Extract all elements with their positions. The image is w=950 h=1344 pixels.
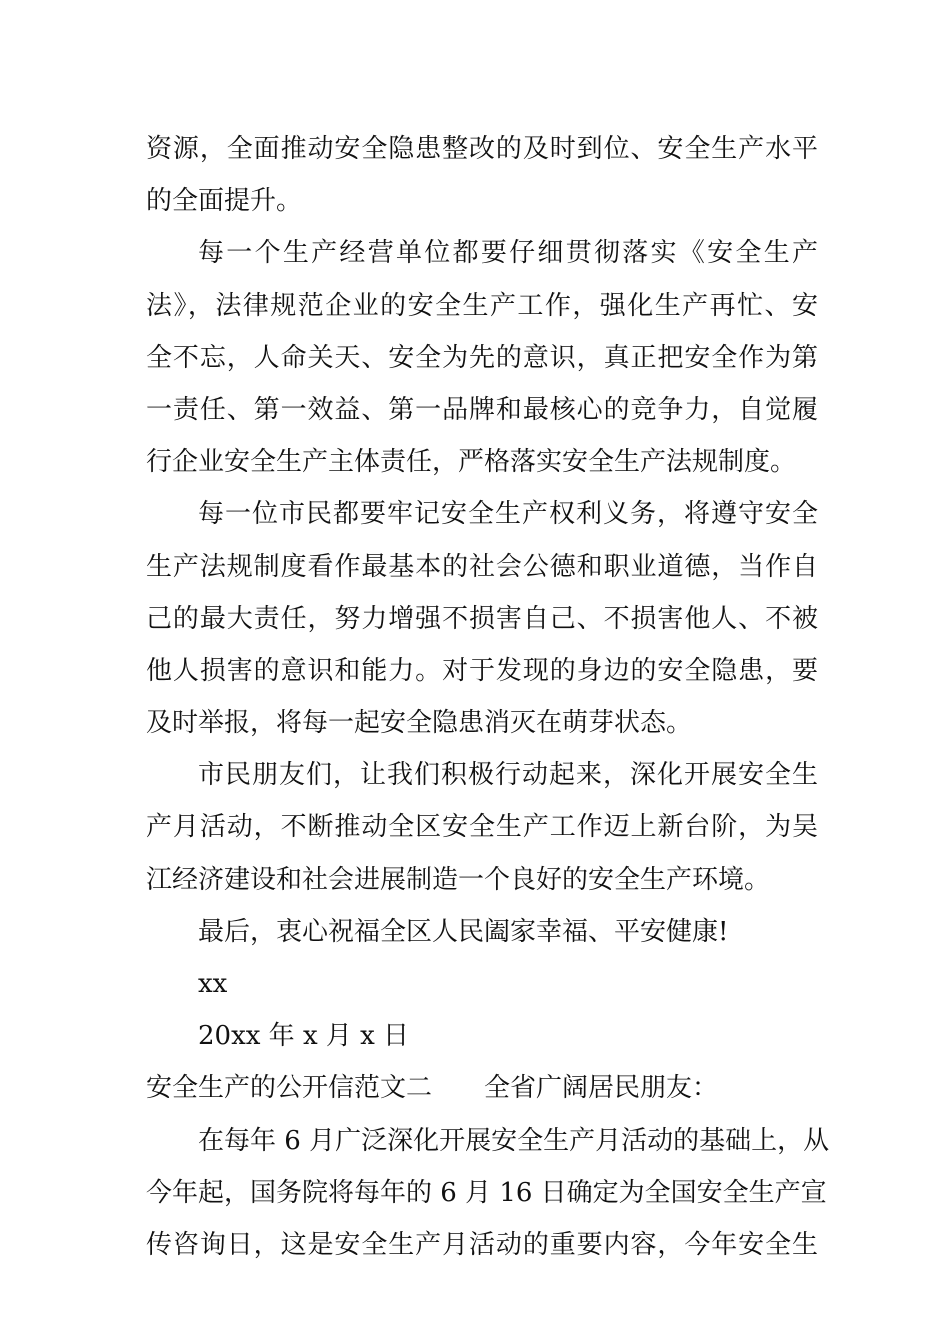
closing-wish: 最后，衷心祝福全区人民阖家幸福、平安健康! [198, 916, 729, 947]
text-line: 传咨询日，这是安全生产月活动的重要内容，今年安全生 [146, 1229, 818, 1260]
text-line: 法》，法律规范企业的安全生产工作，强化生产再忙、安 [146, 290, 818, 321]
text-line: 全不忘，人命关天、安全为先的意识，真正把安全作为第 [146, 342, 818, 373]
text-line: 每一位市民都要牢记安全生产权利义务，将遵守安全 [198, 499, 818, 530]
paragraph-3 [146, 488, 818, 749]
paragraph-5 [146, 1115, 830, 1272]
paragraph-1 [146, 123, 818, 227]
paragraph-4 [146, 749, 818, 906]
text-line: 行企业安全生产主体责任，严格落实安全生产法规制度。 [146, 447, 797, 478]
section-title: 安全生产的公开信范文二 [146, 1073, 433, 1104]
text-line: 的全面提升。 [146, 186, 303, 217]
text-line: 江经济建设和社会进展制造一个良好的安全生产环境。 [146, 864, 771, 895]
signature: xx [198, 969, 228, 999]
text-line: 每一个生产经营单位都要仔细贯彻落实《安全生产 [198, 238, 818, 269]
text-line: 今年起，国务院将每年的 6 月 16 日确定为全国安全生产宣 [146, 1177, 827, 1208]
document-body [146, 123, 830, 1271]
text-line: 及时举报，将每一起安全隐患消灭在萌芽状态。 [146, 708, 693, 739]
salutation: 全省广阔居民朋友： [484, 1073, 719, 1104]
section-heading-row [146, 1062, 818, 1114]
text-line: 他人损害的意识和能力。对于发现的身边的安全隐患，要 [146, 655, 818, 686]
text-line: 在每年 6 月广泛深化开展安全生产月活动的基础上，从 [198, 1125, 830, 1156]
text-line: 己的最大责任，努力增强不损害自己、不损害他人、不被 [146, 603, 818, 634]
text-line: 资源，全面推动安全隐患整改的及时到位、安全生产水平 [146, 134, 818, 164]
text-line: 一责任、第一效益、第一品牌和最核心的竞争力，自觉履 [146, 394, 818, 425]
paragraph-2 [146, 227, 818, 488]
text-line: 市民朋友们，让我们积极行动起来，深化开展安全生 [198, 760, 818, 791]
letter-date: 20xx 年 x 月 x 日 [198, 1021, 410, 1052]
text-line: 产月活动，不断推动全区安全生产工作迈上新台阶，为吴 [146, 812, 818, 843]
text-line: 生产法规制度看作最基本的社会公德和职业道德，当作自 [146, 551, 818, 582]
